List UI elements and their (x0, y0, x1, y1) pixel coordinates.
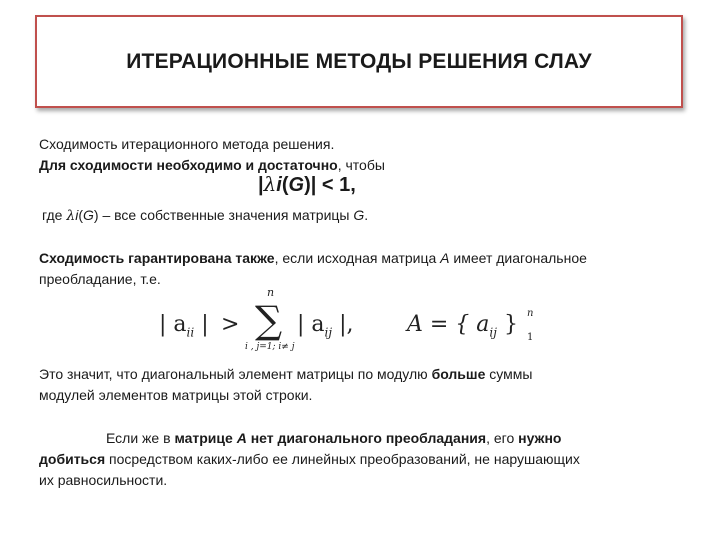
bold-need: нужно (518, 430, 562, 446)
paren-open-small: ( (78, 207, 83, 223)
text-meaning: Это значит, что диагональный элемент матрицы по модулю (39, 366, 432, 382)
lhs-close: | (194, 312, 209, 337)
text-eigen-desc: ) – все собственные значения матрицы (93, 207, 354, 223)
bold-necessary: Для сходимости необходимо и достаточно (39, 157, 338, 173)
paren-open: ( (281, 174, 289, 196)
period: . (364, 207, 369, 223)
a-def-sub: ij (489, 325, 497, 340)
paragraph-achieve (39, 449, 580, 470)
bold-guaranteed: Сходимость гарантирована также (39, 250, 275, 266)
condition-formula (258, 172, 356, 197)
rhs-sub: ij (324, 325, 333, 340)
formula-lhs (159, 312, 209, 339)
a-def-sup: n (527, 308, 534, 319)
lambda-symbol-small: λ (66, 208, 76, 224)
bold-greater: больше (431, 366, 486, 382)
bold-achieve: добиться (39, 451, 106, 467)
a-def-close: } (496, 312, 518, 337)
rhs-a: | a (297, 312, 325, 337)
text-his: , его (486, 430, 519, 446)
index-i-small: i (75, 207, 79, 223)
paragraph-convergence: Сходимость итерационного метода решения. (39, 136, 335, 152)
text-so-that: , чтобы (337, 157, 385, 173)
rhs-close: |, (332, 312, 354, 337)
slide-title: ИТЕРАЦИОННЫЕ МЕТОДЫ РЕШЕНИЯ СЛАУ (126, 49, 592, 73)
sum-bottom: i , j=1; i≠ j (245, 342, 295, 352)
dominance-formula (155, 286, 565, 360)
paragraph-meaning (39, 364, 532, 385)
lhs-sub: ii (186, 325, 195, 340)
bold-no-dominance: нет диагонального преобладания (246, 430, 487, 446)
lambda-symbol: λ (263, 172, 277, 196)
sum-top: n (267, 286, 275, 299)
text-if: Если же в (106, 430, 175, 446)
a-def: A = { a (407, 312, 490, 337)
a-def-sub2: 1 (527, 332, 534, 343)
matrix-g-small: G (83, 207, 94, 223)
matrix-g-end: G (353, 207, 365, 223)
sum-symbol: ∑ (255, 298, 283, 342)
text-if-matrix: , если исходная матрица (274, 250, 441, 266)
abs-bar: | (258, 174, 264, 196)
matrix-a: A (440, 250, 450, 266)
matrix-g: G (288, 174, 305, 196)
lhs-a: | a (159, 312, 187, 337)
formula-gt: > (221, 312, 240, 337)
paragraph-row-modules: модулей элементов матрицы этой строки. (39, 387, 313, 403)
title-box (35, 15, 683, 108)
matrix-definition (407, 312, 518, 339)
paragraph-eigenvalues (42, 205, 368, 227)
paragraph-if-not (106, 428, 561, 449)
formula-rhs (297, 312, 354, 339)
bold-matrix-a: A (236, 430, 247, 446)
bold-matrix: матрице (174, 430, 237, 446)
condition-tail: )| < 1, (304, 174, 356, 196)
paragraph-dominance: преобладание, т.е. (39, 271, 161, 287)
text-sum: суммы (485, 366, 533, 382)
text-where: где (42, 207, 67, 223)
index-i: i (276, 174, 282, 196)
text-has-diagonal: имеет диагональное (449, 250, 587, 266)
text-transforms: посредством каких-либо ее линейных преобразований, не нарушающих (105, 451, 580, 467)
paragraph-guaranteed (39, 248, 587, 269)
paragraph-equivalence: их равносильности. (39, 472, 168, 488)
